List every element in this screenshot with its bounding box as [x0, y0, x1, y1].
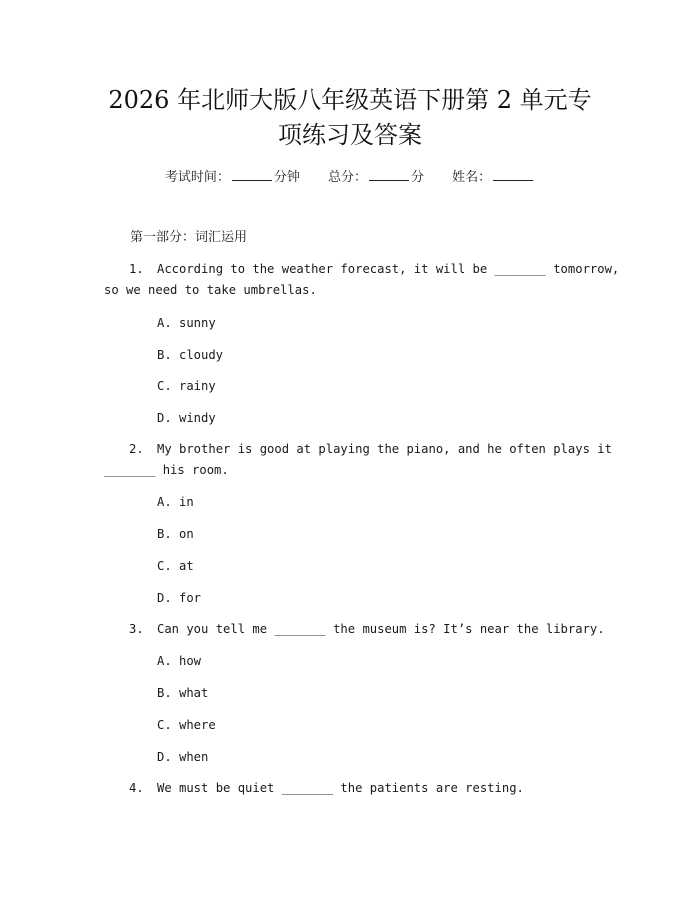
exam-score-label: 总分： — [327, 170, 367, 185]
option-label: A. — [157, 316, 172, 330]
option-text: for — [179, 591, 202, 605]
question-2-option-b[interactable] — [157, 525, 194, 543]
question-number: 4. — [129, 781, 144, 795]
option-label: D. — [157, 411, 172, 425]
option-label: B. — [157, 348, 172, 362]
question-2-option-c[interactable] — [157, 557, 194, 575]
option-text: rainy — [179, 379, 216, 393]
option-text: sunny — [179, 316, 216, 330]
exam-score-blank[interactable] — [369, 168, 409, 181]
question-1-option-a[interactable] — [157, 314, 216, 332]
exam-meta-line — [0, 168, 700, 187]
option-text: how — [179, 654, 202, 668]
option-text: on — [179, 527, 194, 541]
option-label: C. — [157, 718, 172, 732]
question-text-line-1: Can you tell me _______ the museum is? It’s near the library. — [157, 622, 605, 636]
option-label: C. — [157, 559, 172, 573]
option-label: B. — [157, 686, 172, 700]
option-label: A. — [157, 654, 172, 668]
question-number: 3. — [129, 622, 144, 636]
option-text: cloudy — [179, 348, 224, 362]
student-name-group — [452, 168, 535, 187]
question-3-option-a[interactable] — [157, 652, 201, 670]
exam-time-group — [165, 168, 300, 187]
question-3-option-b[interactable] — [157, 684, 208, 702]
section-title: 第一部分：词汇运用 — [130, 230, 248, 245]
question-2-option-a[interactable] — [157, 493, 194, 511]
question-3-option-d[interactable] — [157, 748, 208, 766]
question-text-line-1: My brother is good at playing the piano, and he often plays it — [157, 442, 612, 456]
document-title-line-2: 项练习及答案 — [278, 121, 422, 149]
question-text-line-2: so we need to take umbrellas. — [104, 283, 317, 297]
question-1-option-d[interactable] — [157, 409, 216, 427]
option-text: what — [179, 686, 209, 700]
question-text-line-1: We must be quiet _______ the patients are resting. — [157, 781, 524, 795]
question-text-line-2: _______ his room. — [104, 463, 229, 477]
exam-score-group — [328, 168, 424, 187]
option-label: C. — [157, 379, 172, 393]
question-text-line-1: According to the weather forecast, it will be _______ tomorrow, — [157, 262, 620, 276]
option-label: D. — [157, 591, 172, 605]
option-label: A. — [157, 495, 172, 509]
question-2 — [104, 439, 612, 481]
exam-time-label: 考试时间： — [164, 170, 230, 185]
option-text: in — [179, 495, 194, 509]
student-name-blank[interactable] — [493, 168, 533, 181]
exam-score-unit: 分 — [411, 170, 425, 185]
student-name-label: 姓名： — [452, 170, 492, 185]
option-text: when — [179, 750, 209, 764]
option-label: B. — [157, 527, 172, 541]
question-3-option-c[interactable] — [157, 716, 216, 734]
question-1 — [104, 259, 620, 301]
option-label: D. — [157, 750, 172, 764]
option-text: at — [179, 559, 194, 573]
question-1-option-b[interactable] — [157, 346, 223, 364]
exam-time-unit: 分钟 — [273, 170, 300, 185]
question-1-option-c[interactable] — [157, 377, 216, 395]
question-number: 2. — [129, 442, 144, 456]
question-3 — [104, 619, 605, 640]
exam-time-blank[interactable] — [232, 168, 272, 181]
option-text: windy — [179, 411, 216, 425]
question-number: 1. — [129, 262, 144, 276]
question-4 — [104, 778, 596, 799]
option-text: where — [179, 718, 216, 732]
question-2-option-d[interactable] — [157, 589, 201, 607]
document-title-line-1: 2026 年北师大版八年级英语下册第 2 单元专 — [108, 86, 592, 114]
